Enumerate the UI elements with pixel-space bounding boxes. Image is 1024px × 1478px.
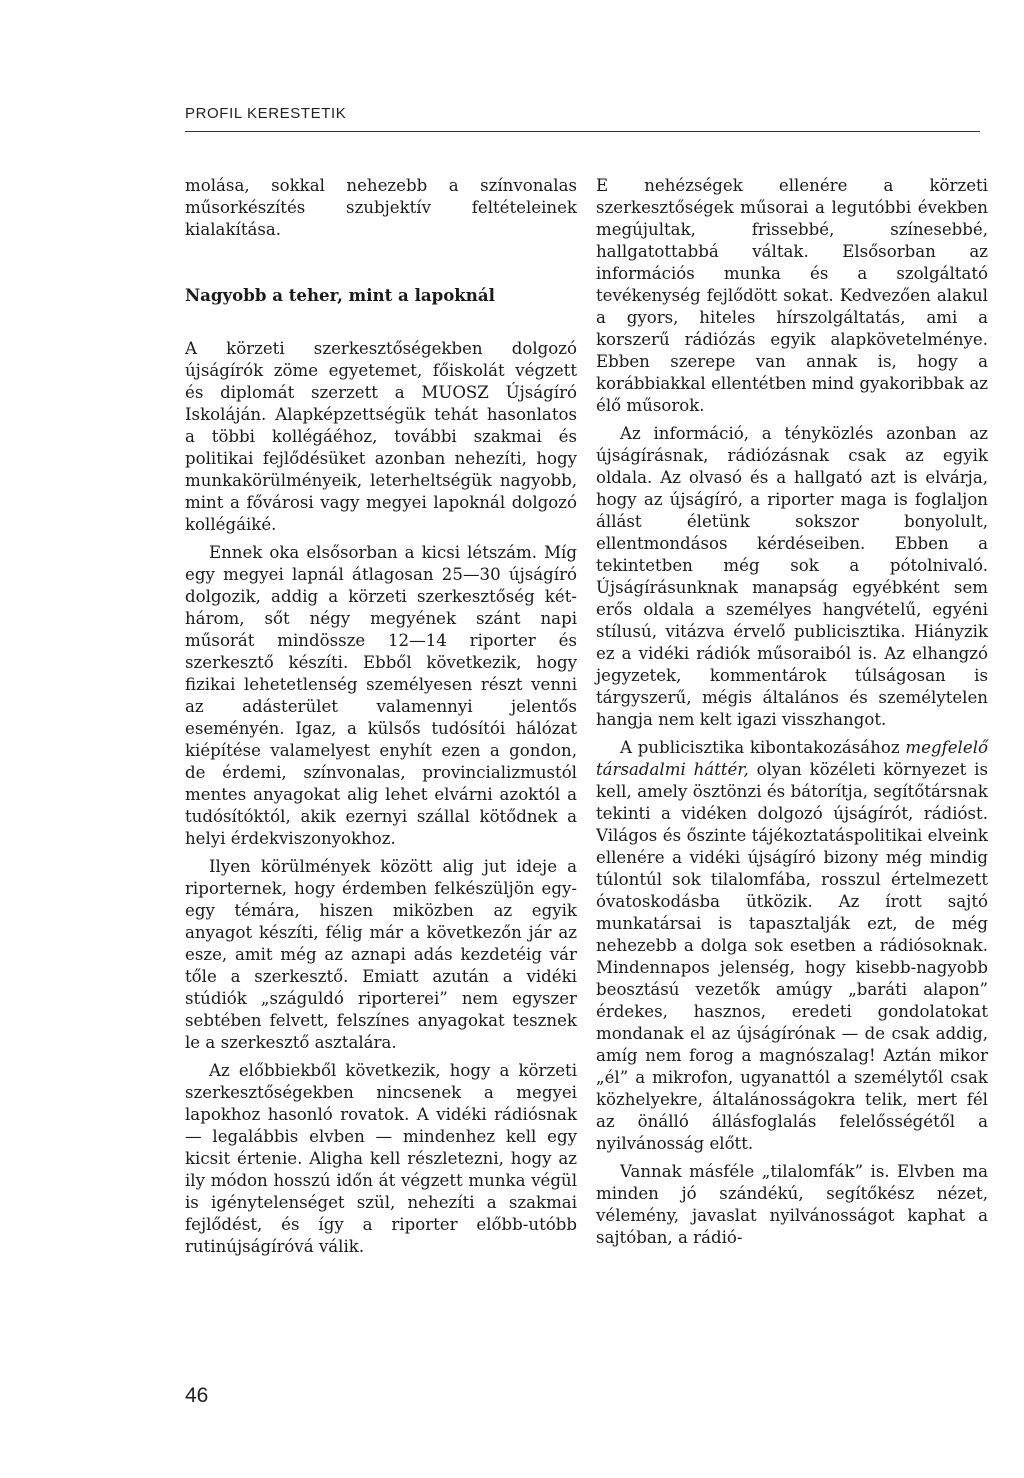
page-number: 46 [185, 1384, 209, 1407]
paragraph-rest: olyan közéleti környezet is kell, amely ösztönzi és bátorítja, segítőtársnak tekinti a vidéken dolgozó újságírót, rádióst. Világos és őszinte tájékoztatáspolitikai elveink ellenére a vidéki újságíró bizony még mindig túlontúl sok tilalomfába, rosszul értelmezett óvatoskodásba ütközik. Az írott sajtó munkatársai is tapasztalják ezt, de még nehezebb a dolga sok esetben a rádiósoknak. Mindennapos jelenség, hogy kisebb-nagyobb beosztású vezetők amúgy „baráti alapon” érdekes, hasznos, eredeti gondolatokat mondanak el az újságírónak — de csak addig, amíg nem forog a magnószalag! Aztán mikor „él” a mikrofon, ugyanattól a személytől csak közhelyekre, általánosságokra telik, mert fél az önálló állásfoglalás felelősségétől a nyilvánosság előtt. [596, 760, 988, 1153]
paragraph: Vannak másféle „tilalomfák” is. Elvben ma minden jó szándékú, segítőkész nézet, vélemény, javaslat nyilvánosságot kaphat a sajtóban, a rádió- [596, 1162, 988, 1247]
right-column [596, 175, 988, 1249]
paragraph: Ennek oka elsősorban a kicsi létszám. Míg egy megyei lapnál átlagosan 25—30 újságíró dolgozik, addig a körzeti szerkesztőség két-három, sőt négy megyének szánt napi műsorát mindössze 12—14 riporter és szerkesztő készíti. Ebből következik, hogy fizikai lehetetlenség személyesen részt venni az adásterület valamennyi jelentős eseményén. Igaz, a külsős tudósítói hálózat kiépítése valamelyest enyhít ezen a gondon, de érdemi, színvonalas, provincializmustól mentes anyagokat alig lehet elvárni azoktól a tudósítóktól, akik ezernyi szállal kötődnek a helyi érdekviszonyokhoz. [185, 543, 577, 848]
section-heading: Nagyobb a teher, mint a lapoknál [185, 285, 495, 305]
intro-paragraph: molása, sokkal nehezebb a színvonalas műsorkészítés szubjektív feltételeinek kialakítása. [185, 176, 577, 239]
paragraph: E nehézségek ellenére a körzeti szerkesztőségek műsorai a legutóbbi években megújultak, frissebbé, színesebbé, hallgatottabbá váltak. Elsősorban az információs munka és a szolgáltató tevékenység fejlődött sokat. Kedvezően alakul a gyors, hiteles hírszolgáltatás, ami a korszerű rádiózás egyik alapkövetelménye. Ebben szerepe van annak is, hogy a korábbiakkal ellentétben mind gyakoribbak az élő műsorok. [596, 176, 988, 415]
paragraph: Az előbbiekből következik, hogy a körzeti szerkesztőségekben nincsenek a megyei lapokhoz hasonló rovatok. A vidéki rádiósnak — legalábbis elvben — mindenhez kell egy kicsit értenie. Aligha kell részletezni, hogy az ily módon hosszú időn át végzett munka végül is igénytelenséget szül, nehezíti a szakmai fejlődést, és így a riporter előbb-utóbb rutinújságíróvá válik. [185, 1061, 577, 1256]
paragraph: Az információ, a tényközlés azonban az újságírásnak, rádiózásnak csak az egyik oldala. Az olvasó és a hallgató azt is elvárja, hogy az újságíró, a riporter maga is foglaljon állást életünk sokszor bonyolult, ellentmondásos kérdéseiben. Ebben a tekintetben még sok a pótolnivaló. Újságírásunknak manapság egyébként sem erős oldala a személyes hangvételű, egyéni stílusú, vitázva érvelő publicisztika. Hiányzik ez a vidéki rádiók műsoraiból is. Az elhangzó jegyzetek, kommentárok túlságosan is tárgyszerű, mégis általános és személytelen hangja nem kelt igazi visszhangot. [596, 424, 988, 729]
paragraph: Ilyen körülmények között alig jut ideje a riporternek, hogy érdemben felkészüljön egy-egy témára, hiszen miközben az egyik anyagot készíti, félig már a következőn jár az esze, amit még az aznapi adás kezdetéig vár tőle a szerkesztő. Emiatt azután a vidéki stúdiók „száguldó riporterei” nem egyszer sebtében felvett, felszínes anyagokat tesznek le a szerkesztő asztalára. [185, 857, 577, 1052]
paragraph: A körzeti szerkesztőségekben dolgozó újságírók zöme egyetemet, főiskolát végzett és diplomát szerzett a MUOSZ Újságíró Iskoláján. Alapképzettségük tehát hasonlatos a többi kollégáéhoz, további szakmai és politikai fejlődésüket azonban nehezíti, hogy munkakörülményeik, leterheltségük nagyobb, mint a fővárosi vagy megyei lapoknál dolgozó kollégáiké. [185, 339, 577, 534]
header-rule [185, 131, 980, 132]
running-title: PROFIL KERESTETIK [185, 105, 347, 122]
left-column [185, 175, 577, 1258]
emphasized-phrase: megfelelő társadalmi háttér, [596, 738, 988, 779]
paragraph-start: A publicisztika kibontakozásához [620, 738, 906, 757]
paragraph-with-emphasis [596, 737, 988, 1155]
